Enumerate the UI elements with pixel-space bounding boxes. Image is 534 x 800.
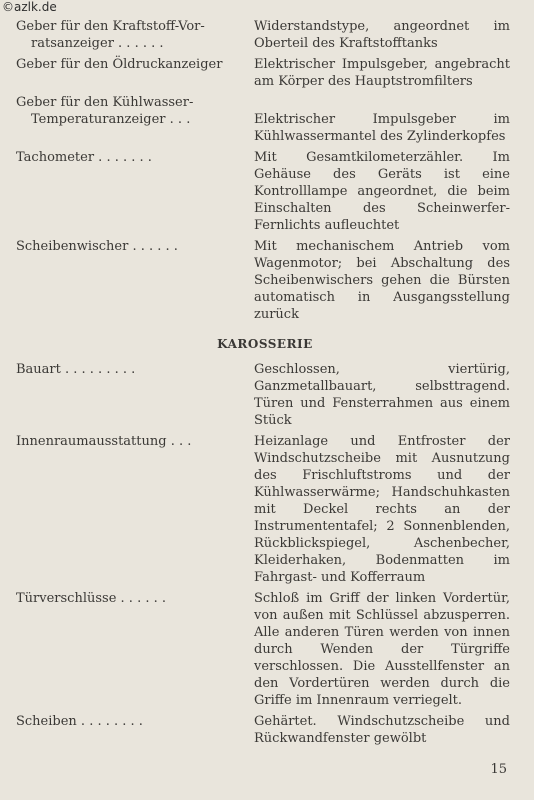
spec-label-line: Geber für den Öldruckanzeiger	[16, 57, 223, 72]
spec-row	[16, 713, 510, 747]
watermark: ©azlk.de	[2, 0, 57, 14]
spec-row	[16, 361, 510, 429]
spec-label-line: Türverschlüsse . . . . . .	[16, 591, 166, 606]
spec-row	[16, 238, 510, 323]
spec-row	[16, 18, 510, 52]
spec-label-line: Innenraumausstattung . . .	[16, 434, 192, 449]
spec-label	[16, 149, 254, 234]
spec-value: Mit Gesamtkilometerzähler. Im Gehäuse des Geräts ist eine Kontrolllampe angeordnet, die beim Einschalten des Scheinwerfer-Fernlichts aufleuchtet	[254, 150, 510, 233]
spec-value: Widerstandstype, angeordnet im Oberteil des Kraftstofftanks	[254, 19, 510, 51]
spec-label-line: Scheibenwischer . . . . . .	[16, 239, 178, 254]
spec-value: Elektrischer Impulsgeber, angebracht am Körper des Hauptstromfilters	[254, 57, 510, 89]
spec-label-line: Bauart . . . . . . . . .	[16, 362, 136, 377]
page-number: 15	[490, 762, 507, 777]
spec-label	[16, 56, 254, 90]
spec-value: Gehärtet. Windschutzscheibe und Rückwandfenster gewölbt	[254, 714, 510, 746]
spec-value: Mit mechanischem Antrieb vom Wagenmotor; bei Abschaltung des Scheibenwischers gehen die Bürsten automatisch in Ausgangsstellung zurück	[254, 239, 510, 322]
spec-label-line: Geber für den Kühlwasser-	[16, 95, 194, 110]
spec-label	[16, 18, 254, 52]
spec-label	[16, 433, 254, 586]
spec-row	[16, 590, 510, 709]
spec-row	[16, 149, 510, 234]
spec-label-line: Temperaturanzeiger . . .	[31, 112, 191, 127]
spec-value: Geschlossen, viertürig, Ganzmetallbauart, selbsttragend. Türen und Fensterrahmen aus einem Stück	[254, 362, 510, 428]
spec-label-line: Tachometer . . . . . . .	[16, 150, 152, 165]
spec-value: Heizanlage und Entfroster der Windschutzscheibe mit Ausnutzung des Frischluftstroms und der Kühlwasserwärme; Handschuhkasten mit Deckel rechts an der Instrumententafel; 2 Sonnenblenden, Rückblickspiegel, Aschenbecher, Kleiderhaken, Bodenmatten im Fahrgast- und Kofferraum	[254, 434, 510, 585]
spec-label	[16, 94, 254, 145]
spec-label-line: ratsanzeiger . . . . . .	[31, 36, 164, 51]
spec-label	[16, 713, 254, 747]
spec-label	[16, 361, 254, 429]
spec-row	[16, 94, 510, 145]
spec-label-line: Geber für den Kraftstoff-Vor-	[16, 19, 205, 34]
spec-label-line: Scheiben . . . . . . . .	[16, 714, 143, 729]
spec-value: Schloß im Griff der linken Vordertür, von außen mit Schlüssel abzusperren. Alle anderen Türen werden von innen durch Wenden der Türgriffe verschlossen. Die Ausstellfenster an den Vordertüren werden durch die Griffe im Innenraum verriegelt.	[254, 591, 510, 708]
spec-list	[16, 18, 510, 751]
spec-label	[16, 590, 254, 709]
spec-value: Elektrischer Impulsgeber im Kühlwassermantel des Zylinderkopfes	[254, 112, 510, 144]
section-title: KAROSSERIE	[217, 337, 313, 351]
spec-row	[16, 56, 510, 90]
spec-label	[16, 238, 254, 323]
spec-row	[16, 433, 510, 586]
